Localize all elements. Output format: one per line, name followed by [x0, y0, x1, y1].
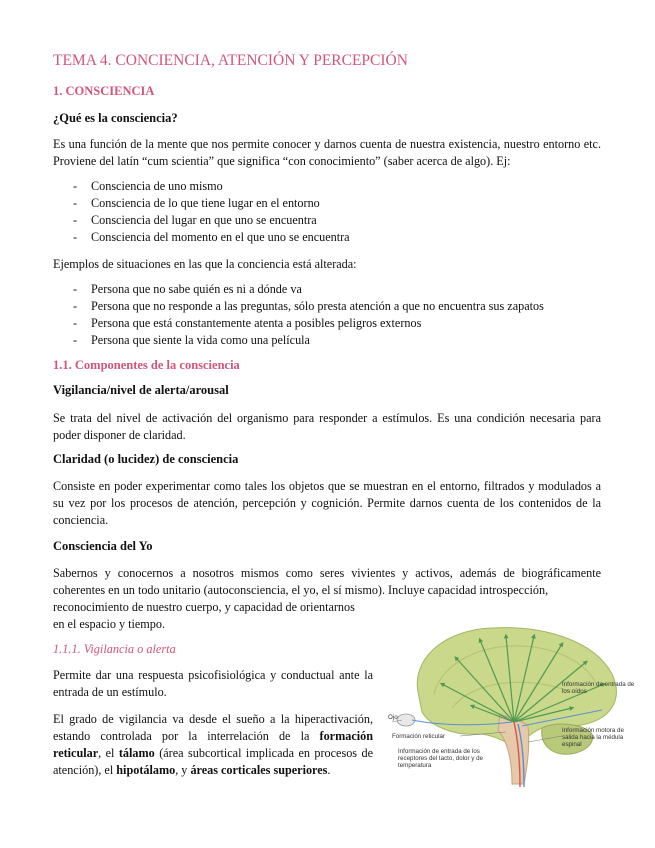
examples-intro: Ejemplos de situaciones en las que la conciencia está alterada: [53, 257, 357, 271]
altered-examples-list [53, 281, 613, 349]
vigilancia-heading: Vigilancia/nivel de alerta/arousal [53, 383, 229, 397]
label-formacion-reticular: Formación reticular [392, 733, 445, 740]
list-item: - Persona que está constantemente atenta a posibles peligros externos [73, 316, 422, 330]
label-ojo: Ojo [388, 714, 398, 721]
claridad-paragraph: Consiste en poder experimentar como tales los objetos que se muestran en el entorno, filtrados y modulados a su vez por los procesos de atención, percepción y cognición. Permite darnos cuenta de los contenidos de la conciencia. [53, 479, 601, 527]
brain-reticular-figure [372, 622, 640, 790]
vigilancia-response-paragraph: Permite dar una respuesta psicofisiológica y conductual ante la entrada de un estímulo. [53, 668, 373, 699]
question-heading: ¿Qué es la consciencia? [53, 111, 178, 125]
list-item: - Consciencia de uno mismo [73, 179, 223, 193]
intro-paragraph: Es una función de la mente que nos permite conocer y darnos cuenta de nuestra existencia, nuestro entorno etc. Proviene del latín “cum scientia” que significa “con conocimiento” (saber acerca de algo). Ej: [53, 137, 601, 168]
list-item: - Persona que no responde a las preguntas, sólo presta atención a que no encuentra sus zapatos [73, 299, 544, 313]
vigilancia-degree-paragraph: El grado de vigilancia va desde el sueño a la hiperactivación, estando controlada por la interrelación de la formación reticular, el tálamo (área subcortical implicada en procesos de atención), el hipotálamo, y áreas corticales superiores. [53, 712, 373, 777]
subsection-heading-componentes: 1.1. Componentes de la consciencia [53, 358, 240, 372]
list-item: - Persona que no sabe quién es ni a dónde va [73, 282, 302, 296]
vigilancia-paragraph: Se trata del nivel de activación del organismo para responder a estímulos. Es una condición necesaria para poder disponer de claridad. [53, 411, 601, 442]
claridad-heading: Claridad (o lucidez) de consciencia [53, 452, 239, 466]
yo-paragraph-line4: en el espacio y tiempo. [53, 617, 166, 631]
list-item: - Persona que siente la vida como una película [73, 333, 310, 347]
label-info-receptores: Información de entrada de los receptores del tacto, dolor y de temperatura [398, 748, 483, 769]
section-heading-consciencia: 1. CONSCIENCIA [53, 84, 155, 98]
list-item: - Consciencia de lo que tiene lugar en el entorno [73, 196, 320, 210]
label-info-motora: Información motora de salida hacia la médula espinal [562, 727, 624, 748]
list-item: - Consciencia del lugar en que uno se encuentra [73, 213, 317, 227]
label-info-oidos: Información de entrada de los oídos [562, 681, 635, 695]
yo-paragraph: Sabernos y conocernos a nosotros mismos como seres vivientes y activos, además de biográficamente coherentes en un todo unitario (autoconsciencia, el yo, el sí mismo). Incluye capacidad introspección, [53, 566, 601, 597]
subsubsection-heading-vigilancia: 1.1.1. Vigilancia o alerta [53, 642, 176, 656]
page-title: TEMA 4. CONCIENCIA, ATENCIÓN Y PERCEPCIÓN [53, 52, 408, 69]
yo-paragraph-line3: reconocimiento de nuestro cuerpo, y capacidad de orientarnos [53, 600, 355, 614]
consciousness-list [53, 178, 601, 246]
list-item: - Consciencia del momento en el que uno se encuentra [73, 230, 350, 244]
yo-heading: Consciencia del Yo [53, 539, 153, 553]
